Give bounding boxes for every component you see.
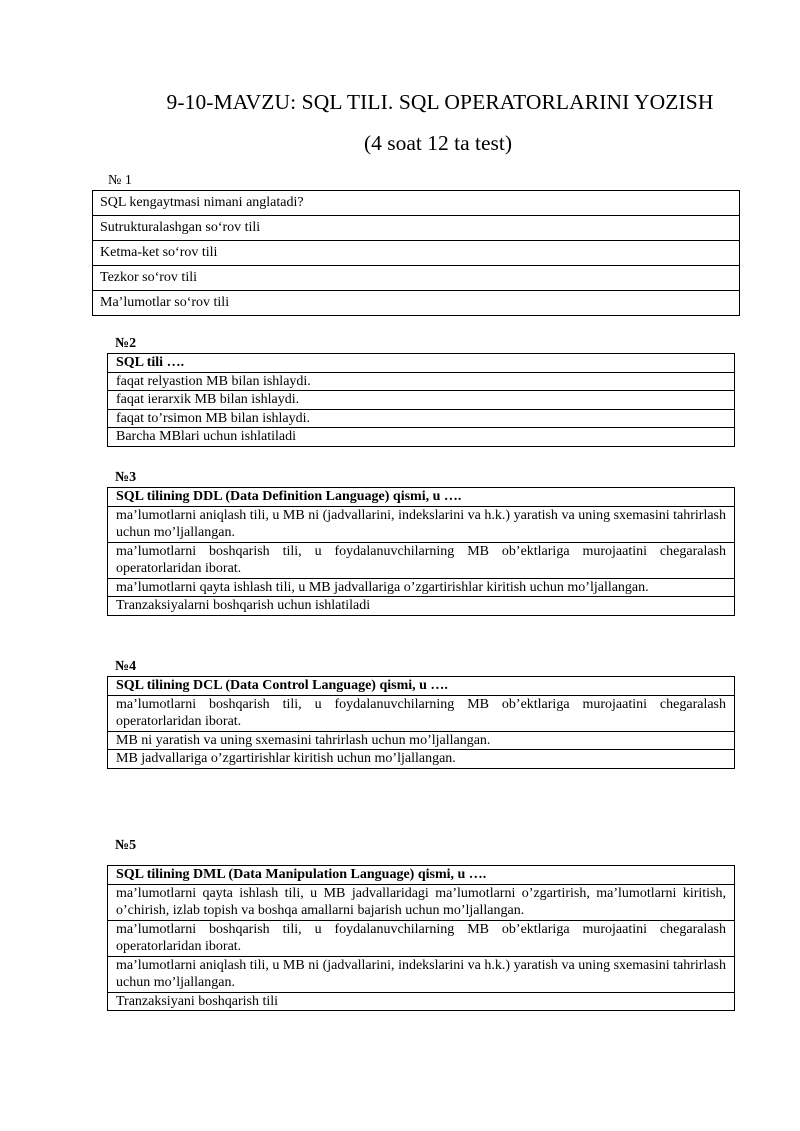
question-number: №4 (115, 659, 137, 674)
answer-option: Ketma-ket so‘rov tili (93, 241, 740, 266)
question-table (107, 676, 735, 769)
answer-option: Tranzaksiyani boshqarish tili (108, 992, 735, 1011)
page-subtitle: (4 soat 12 ta test) (363, 131, 513, 155)
answer-option: Sutrukturalashgan so‘rov tili (93, 216, 740, 241)
answer-option: faqat relyastion MB bilan ishlaydi. (108, 372, 735, 391)
answer-option: faqat to’rsimon MB bilan ishlaydi. (108, 409, 735, 428)
question-table (107, 487, 735, 616)
answer-option: MB jadvallariga o’zgartirishlar kiritish uchun mo’ljallangan. (108, 750, 735, 769)
question-text: SQL kengaytmasi nimani anglatadi? (93, 191, 740, 216)
question-table (107, 353, 735, 447)
question-number: №5 (115, 838, 137, 853)
page-title: 9-10-MAVZU: SQL TILI. SQL OPERATORLARINI YOZISH (166, 90, 714, 114)
answer-option: ma’lumotlarni boshqarish tili, u foydalanuvchilarning MB ob’ektlariga murojaatini chegaralash operatorlaridan iborat. (108, 920, 735, 956)
answer-option: MB ni yaratish va uning sxemasini tahrirlash uchun mo’ljallangan. (108, 731, 735, 750)
question-table (92, 190, 740, 316)
question-text: SQL tilining DCL (Data Control Language) qismi, u …. (108, 677, 735, 696)
question-text: SQL tilining DML (Data Manipulation Language) qismi, u …. (108, 866, 735, 885)
answer-option: ma’lumotlarni qayta ishlash tili, u MB jadvallaridagi ma’lumotlarni o’zgartirish, ma’lumotlarni kiritish, o’chirish, izlab topish va boshqa amallarni bajarish uchun mo’ljallangan. (108, 884, 735, 920)
answer-option: ma’lumotlarni qayta ishlash tili, u MB jadvallariga o’zgartirishlar kiritish uchun mo’ljallangan. (108, 578, 735, 597)
answer-option: ma’lumotlarni aniqlash tili, u MB ni (jadvallarini, indekslarini va h.k.) yaratish va uning sxemasini tahrirlash uchun mo’ljallangan. (108, 506, 735, 542)
answer-option: Barcha MBlari uchun ishlatiladi (108, 428, 735, 447)
question-number: №3 (115, 470, 137, 485)
question-number: № 1 (108, 173, 132, 188)
question-text: SQL tili …. (108, 354, 735, 373)
question-number: №2 (115, 336, 137, 351)
answer-option: ma’lumotlarni boshqarish tili, u foydalanuvchilarning MB ob’ektlariga murojaatini chegaralash operatorlaridan iborat. (108, 542, 735, 578)
answer-option: ma’lumotlarni boshqarish tili, u foydalanuvchilarning MB ob’ektlariga murojaatini chegaralash operatorlaridan iborat. (108, 695, 735, 731)
question-table (107, 865, 735, 1011)
answer-option: Tranzaksiyalarni boshqarish uchun ishlatiladi (108, 597, 735, 616)
answer-option: Tezkor so‘rov tili (93, 266, 740, 291)
question-text: SQL tilining DDL (Data Definition Language) qismi, u …. (108, 488, 735, 507)
answer-option: Ma’lumotlar so‘rov tili (93, 291, 740, 316)
answer-option: ma’lumotlarni aniqlash tili, u MB ni (jadvallarini, indekslarini va h.k.) yaratish va uning sxemasini tahrirlash uchun mo’ljallangan. (108, 956, 735, 992)
answer-option: faqat ierarxik MB bilan ishlaydi. (108, 391, 735, 410)
